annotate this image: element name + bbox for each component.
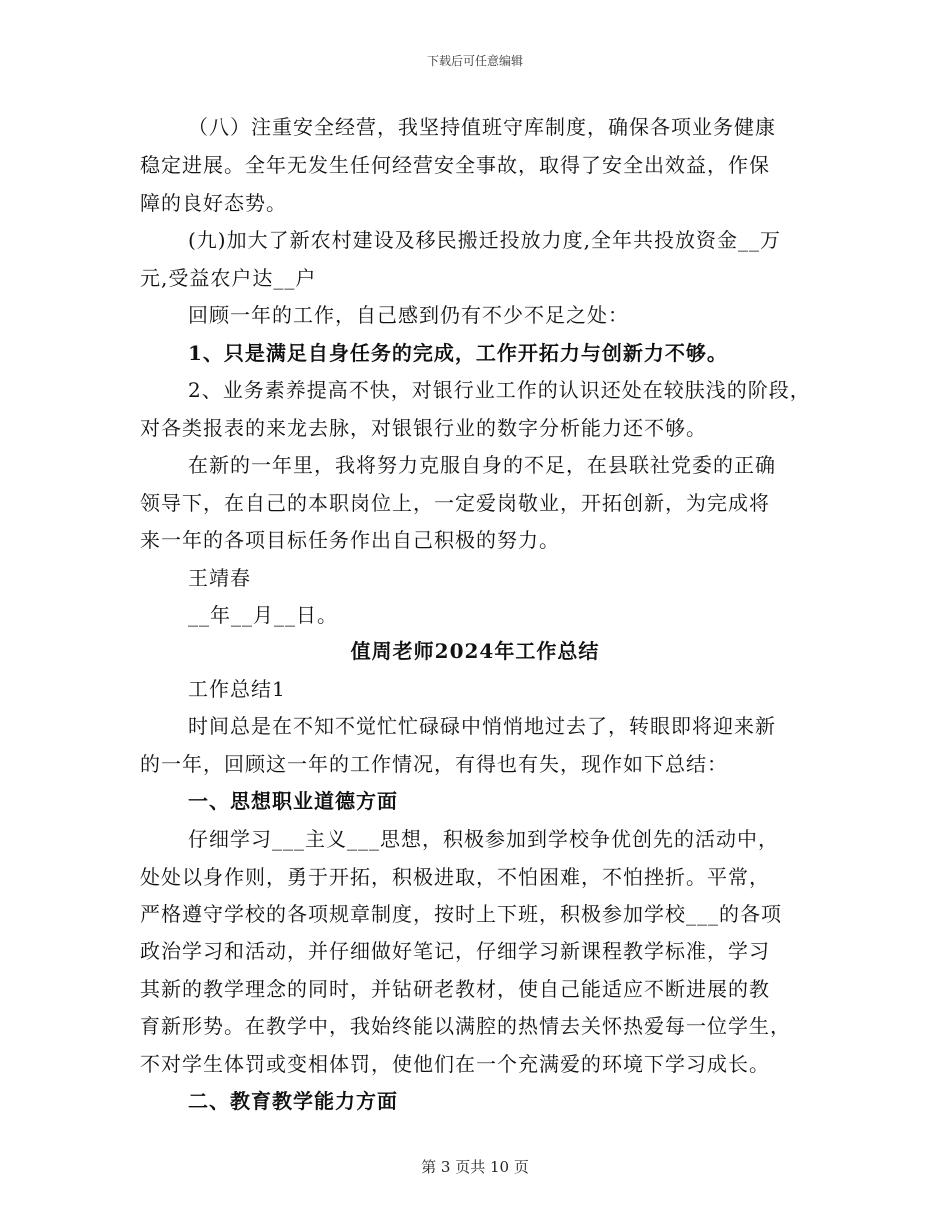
text-line: 稳定进展。全年无发生任何经营安全事故，取得了安全出效益，作保 <box>140 153 770 177</box>
section-heading: 一、思想职业道德方面 <box>188 789 398 813</box>
text-line: 2、业务素养提高不快，对银行业工作的认识还处在较肤浅的阶段， <box>188 378 811 402</box>
date-line: __年__月__日。 <box>188 603 338 627</box>
text-line: 严格遵守学校的各项规章制度，按时上下班，积极参加学校___的各项 <box>140 902 782 926</box>
text-line: 回顾一年的工作，自己感到仍有不少不足之处： <box>188 303 629 327</box>
text-line: 仔细学习___主义___思想，积极参加到学校争优创先的活动中， <box>188 827 779 851</box>
signature-name: 王靖春 <box>188 566 251 590</box>
text-line: 在新的一年里，我将努力克服自身的不足，在县联社党委的正确 <box>188 453 776 477</box>
section-title: 值周老师2024年工作总结 <box>350 639 600 663</box>
text-line: 领导下，在自己的本职岗位上，一定爱岗敬业，开拓创新，为完成将 <box>140 491 770 515</box>
page-footer: 第 3 页共 10 页 <box>421 1158 529 1176</box>
section-heading: 二、教育教学能力方面 <box>188 1089 398 1113</box>
text-line: 的一年，回顾这一年的工作情况，有得也有失，现作如下总结： <box>140 752 728 776</box>
text-line: 障的良好态势。 <box>140 191 287 215</box>
page-header: 下载后可任意编辑 <box>426 54 523 68</box>
text-line: （八）注重安全经营，我坚持值班守库制度，确保各项业务健康 <box>188 115 776 139</box>
bold-text-line: 1、只是满足自身任务的完成，工作开拓力与创新力不够。 <box>188 341 728 365</box>
text-line: 时间总是在不知不觉忙忙碌碌中悄悄地过去了，转眼即将迎来新 <box>188 714 776 738</box>
text-line: 对各类报表的来龙去脉，对银银行业的数字分析能力还不够。 <box>140 416 707 440</box>
text-line: 其新的教学理念的同时，并钻研老教材，使自己能适应不断进展的教 <box>140 977 770 1001</box>
text-line: 政治学习和活动，并仔细做好笔记，仔细学习新课程教学标准，学习 <box>140 939 770 963</box>
text-line: 不对学生体罚或变相体罚，使他们在一个充满爱的环境下学习成长。 <box>140 1052 770 1076</box>
text-line: 处处以身作则，勇于开拓，积极进取，不怕困难，不怕挫折。平常， <box>140 865 770 889</box>
text-line: 育新形势。在教学中，我始终能以满腔的热情去关怀热爱每一位学生， <box>140 1014 791 1038</box>
text-line: (九)加大了新农村建设及移民搬迁投放力度,全年共投放资金__万 <box>188 228 781 252</box>
subtitle-line: 工作总结1 <box>188 677 286 701</box>
text-line: 来一年的各项目标任务作出自己积极的努力。 <box>140 528 560 552</box>
text-line: 元,受益农户达__户 <box>140 266 317 290</box>
